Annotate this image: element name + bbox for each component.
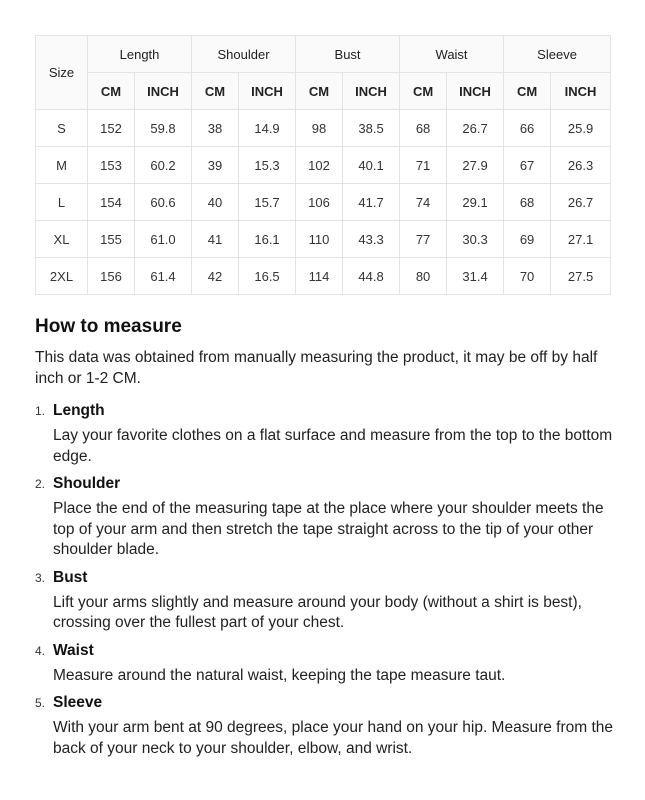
table-cell: 44.8	[343, 258, 400, 295]
step-description: With your arm bent at 90 degrees, place your hand on your hip. Measure from the back of your neck to your shoulder, elbow, and wrist.	[53, 719, 614, 757]
table-cell: 42	[192, 258, 239, 295]
table-cell: 77	[400, 221, 447, 258]
table-row	[36, 184, 611, 221]
step-title: Length	[53, 402, 105, 419]
unit-header: INCH	[135, 73, 192, 110]
table-cell: 61.4	[135, 258, 192, 295]
table-cell: 67	[504, 147, 551, 184]
step-description: Measure around the natural waist, keeping the tape measure taut.	[53, 666, 506, 684]
table-cell: 41.7	[343, 184, 400, 221]
measure-step-waist	[35, 640, 625, 687]
table-cell: 110	[296, 221, 343, 258]
table-cell: 80	[400, 258, 447, 295]
measure-intro-text: This data was obtained from manually measuring the product, it may be off by half inch or 1-2 CM.	[35, 349, 598, 387]
table-cell: 41	[192, 221, 239, 258]
step-number: 5.	[35, 696, 46, 710]
table-cell: 60.2	[135, 147, 192, 184]
table-cell: 98	[296, 110, 343, 147]
step-number: 1.	[35, 404, 46, 418]
table-cell: 40.1	[343, 147, 400, 184]
unit-header: INCH	[343, 73, 400, 110]
unit-header: CM	[400, 73, 447, 110]
table-cell: 66	[504, 110, 551, 147]
table-cell: 14.9	[239, 110, 296, 147]
table-cell: 40	[192, 184, 239, 221]
size-cell: M	[36, 147, 88, 184]
unit-header: CM	[296, 73, 343, 110]
step-title: Bust	[53, 568, 88, 586]
measure-step-length	[35, 400, 625, 467]
table-row	[36, 147, 611, 184]
table-cell: 27.5	[551, 258, 611, 295]
table-cell: 61.0	[135, 221, 192, 258]
step-title: Waist	[53, 641, 94, 659]
size-cell: L	[36, 184, 88, 221]
table-cell: 38	[192, 110, 239, 147]
unit-header: CM	[192, 73, 239, 110]
group-header-waist: Waist	[400, 36, 504, 73]
unit-header: INCH	[551, 73, 611, 110]
size-cell: S	[36, 110, 88, 147]
measure-step-bust	[35, 567, 625, 634]
step-description: Lift your arms slightly and measure around your body (without a shirt is best), crossing over the fullest part of your chest.	[53, 593, 582, 631]
table-cell: 71	[400, 147, 447, 184]
table-cell: 16.1	[239, 221, 296, 258]
table-cell: 27.1	[551, 221, 611, 258]
table-cell: 31.4	[447, 258, 504, 295]
table-cell: 59.8	[135, 110, 192, 147]
step-number: 4.	[35, 643, 46, 658]
table-cell: 106	[296, 184, 343, 221]
table-cell: 68	[400, 110, 447, 147]
table-cell: 60.6	[135, 184, 192, 221]
unit-header: CM	[504, 73, 551, 110]
measure-step-sleeve	[35, 692, 625, 759]
unit-header: INCH	[447, 73, 504, 110]
table-row	[36, 110, 611, 147]
step-title: Shoulder	[53, 475, 121, 492]
group-header-length: Length	[88, 36, 192, 73]
group-header-bust: Bust	[296, 36, 400, 73]
step-number: 3.	[35, 570, 46, 585]
size-column-header: Size	[36, 36, 88, 110]
unit-header: CM	[88, 73, 135, 110]
table-cell: 38.5	[343, 110, 400, 147]
measure-steps-list	[35, 400, 625, 765]
table-cell: 69	[504, 221, 551, 258]
table-cell: 153	[88, 147, 135, 184]
table-cell: 156	[88, 258, 135, 295]
table-cell: 154	[88, 184, 135, 221]
how-to-measure-heading: How to measure	[35, 316, 182, 337]
table-unit-row	[36, 73, 611, 110]
table-cell: 25.9	[551, 110, 611, 147]
size-cell: 2XL	[36, 258, 88, 295]
table-cell: 26.3	[551, 147, 611, 184]
size-cell: XL	[36, 221, 88, 258]
size-chart-table	[35, 35, 611, 295]
table-cell: 152	[88, 110, 135, 147]
group-header-shoulder: Shoulder	[192, 36, 296, 73]
table-row	[36, 221, 611, 258]
table-cell: 68	[504, 184, 551, 221]
measure-step-shoulder	[35, 473, 625, 561]
step-title: Sleeve	[53, 694, 103, 711]
table-cell: 30.3	[447, 221, 504, 258]
step-description: Lay your favorite clothes on a flat surface and measure from the top to the bottom edge.	[53, 427, 613, 465]
table-cell: 26.7	[447, 110, 504, 147]
table-cell: 27.9	[447, 147, 504, 184]
table-cell: 16.5	[239, 258, 296, 295]
table-cell: 70	[504, 258, 551, 295]
group-header-sleeve: Sleeve	[504, 36, 611, 73]
table-cell: 43.3	[343, 221, 400, 258]
table-cell: 39	[192, 147, 239, 184]
table-cell: 74	[400, 184, 447, 221]
table-cell: 114	[296, 258, 343, 295]
table-row	[36, 258, 611, 295]
unit-header: INCH	[239, 73, 296, 110]
table-cell: 29.1	[447, 184, 504, 221]
step-description: Place the end of the measuring tape at the place where your shoulder meets the top of your arm and then stretch the tape straight across to the tip of your other shoulder blade.	[53, 500, 604, 558]
table-cell: 102	[296, 147, 343, 184]
table-header-row	[36, 36, 611, 73]
step-number: 2.	[35, 477, 46, 491]
table-cell: 15.7	[239, 184, 296, 221]
table-cell: 15.3	[239, 147, 296, 184]
table-cell: 26.7	[551, 184, 611, 221]
table-cell: 155	[88, 221, 135, 258]
